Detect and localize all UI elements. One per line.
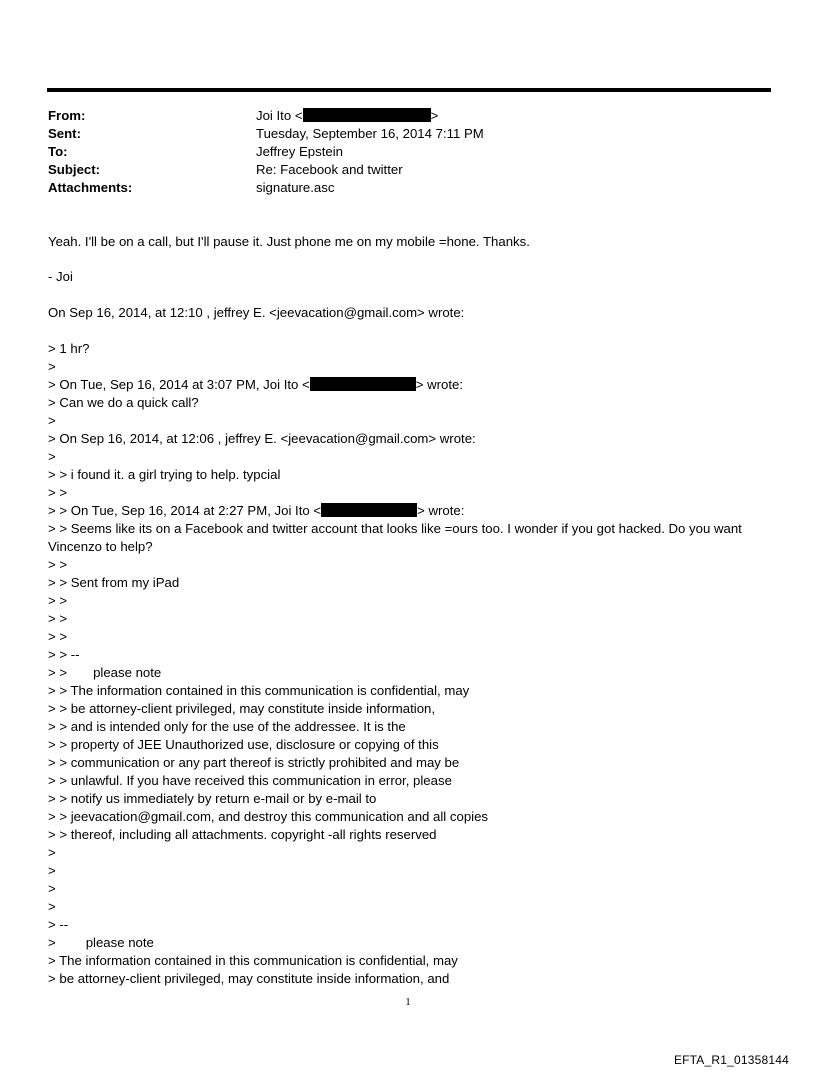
body-line: > > unlawful. If you have received this communication in error, please xyxy=(48,773,452,788)
quoted-header-end: > wrote: xyxy=(415,377,464,392)
body-line: > > Sent from my iPad xyxy=(48,575,180,590)
from-value xyxy=(256,107,438,125)
please-note: please note xyxy=(85,935,154,950)
subject-label: Subject: xyxy=(48,162,101,177)
body-line: > xyxy=(48,449,56,464)
body-line: On Sep 16, 2014, at 12:10 , jeffrey E. <jeevacation@gmail.com> wrote: xyxy=(48,305,465,320)
body-line: > The information contained in this communication is confidential, may xyxy=(48,953,458,968)
body-line: > > xyxy=(48,629,68,644)
quote-marker: > xyxy=(48,935,56,950)
body-line: > > The information contained in this communication is confidential, may xyxy=(48,683,470,698)
body-line: > > and is intended only for the use of the addressee. It is the xyxy=(48,719,406,734)
body-line: > xyxy=(48,413,56,428)
attachments-label: Attachments: xyxy=(48,180,133,195)
quoted-header-end: > wrote: xyxy=(417,503,465,518)
body-line: > > notify us immediately by return e-mail or by e-mail to xyxy=(48,791,377,806)
body-line: Vincenzo to help? xyxy=(48,539,153,554)
quote-marker: > > xyxy=(48,665,68,680)
redaction-block xyxy=(303,108,431,122)
bates-number: EFTA_R1_01358144 xyxy=(673,1053,789,1067)
body-line: > 1 hr? xyxy=(48,341,90,356)
sent-label: Sent: xyxy=(48,126,81,141)
body-line: > xyxy=(48,863,56,878)
body-line: Yeah. I'll be on a call, but I'll pause it. Just phone me on my mobile =hone. Thanks. xyxy=(48,234,530,249)
from-close: > xyxy=(430,108,439,123)
body-line: > > i found it. a girl trying to help. typcial xyxy=(48,467,281,482)
body-line: > > be attorney-client privileged, may constitute inside information, xyxy=(48,701,436,716)
header-rule xyxy=(47,88,771,92)
redaction-block xyxy=(321,503,417,517)
body-line: > xyxy=(48,845,56,860)
subject-value: Re: Facebook and twitter xyxy=(256,162,403,177)
quoted-header: > On Tue, Sep 16, 2014 at 3:07 PM, Joi Ito < xyxy=(48,377,310,392)
body-line xyxy=(48,376,463,394)
body-line: > On Sep 16, 2014, at 12:06 , jeffrey E. <jeevacation@gmail.com> wrote: xyxy=(48,431,476,446)
from-name: Joi Ito < xyxy=(256,108,303,123)
body-line: > > jeevacation@gmail.com, and destroy this communication and all copies xyxy=(48,809,489,824)
to-value: Jeffrey Epstein xyxy=(256,144,343,159)
body-line: > > xyxy=(48,593,68,608)
body-line: > > xyxy=(48,611,68,626)
body-line xyxy=(48,664,161,682)
body-line: > > thereof, including all attachments. copyright -all rights reserved xyxy=(48,827,437,842)
from-label: From: xyxy=(48,108,86,123)
body-line: > > -- xyxy=(48,647,80,662)
page-number: 1 xyxy=(405,996,411,1008)
to-label: To: xyxy=(48,144,68,159)
body-line: > -- xyxy=(48,917,69,932)
body-line: - Joi xyxy=(48,269,73,284)
body-line: > be attorney-client privileged, may constitute inside information, and xyxy=(48,971,450,986)
sent-value: Tuesday, September 16, 2014 7:11 PM xyxy=(256,126,484,141)
quoted-header: > > On Tue, Sep 16, 2014 at 2:27 PM, Joi Ito < xyxy=(48,503,322,518)
redaction-block xyxy=(310,377,416,391)
please-note: please note xyxy=(93,665,162,680)
body-line: > > property of JEE Unauthorized use, disclosure or copying of this xyxy=(48,737,439,752)
body-line: > > xyxy=(48,485,68,500)
body-line: > xyxy=(48,359,56,374)
body-line xyxy=(48,502,464,520)
body-line xyxy=(48,934,154,952)
body-line: > xyxy=(48,881,56,896)
body-line: > xyxy=(48,899,56,914)
body-line: > > Seems like its on a Facebook and twitter account that looks like =ours too. I wonder if you got hacked. Do you want xyxy=(48,521,742,536)
body-line: > Can we do a quick call? xyxy=(48,395,199,410)
body-line: > > xyxy=(48,557,68,572)
attachment-link[interactable]: signature.asc xyxy=(256,180,335,195)
body-line: > > communication or any part thereof is strictly prohibited and may be xyxy=(48,755,460,770)
